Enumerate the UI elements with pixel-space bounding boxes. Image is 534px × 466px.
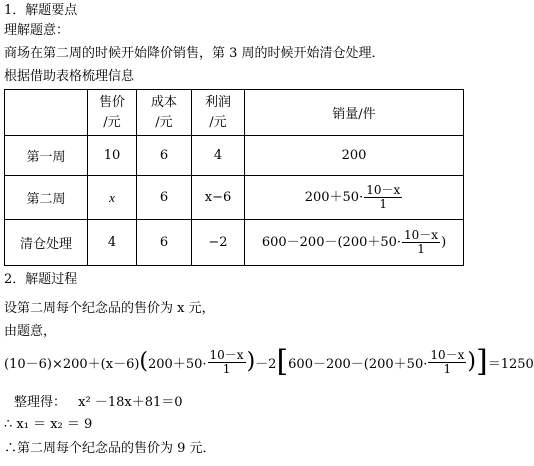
- fraction-numerator: 10－x: [430, 347, 465, 362]
- roots-line: ∴ x₁ ＝ x₂ ＝ 9: [4, 417, 93, 432]
- table-row: [5, 136, 464, 176]
- table-row: [5, 176, 464, 220]
- sales-cell: [245, 176, 464, 220]
- close-bracket: ]: [475, 344, 488, 379]
- price-cell: 10: [88, 136, 137, 176]
- set-variable: 设第二周每个纪念品的售价为 x 元，: [4, 301, 215, 316]
- row-label: 第一周: [5, 136, 88, 176]
- problem-description: 商场在第二周的时候开始降价销售，第 3 周的时候开始清仓处理．: [4, 46, 385, 61]
- price-cell: 4: [88, 220, 137, 266]
- sales-cell: 200: [245, 136, 464, 176]
- sales-prefix: 200＋50·: [304, 190, 364, 205]
- header-cost: 成本 /元: [137, 90, 192, 136]
- fraction-denominator: 1: [417, 242, 425, 256]
- row-label: 第二周: [5, 176, 88, 220]
- eq-fraction: [208, 349, 246, 376]
- sales-suffix: ): [441, 235, 447, 250]
- close-paren: ): [467, 349, 476, 374]
- conclusion-line: ∴第二周每个纪念品的售价为 9 元．: [4, 441, 216, 456]
- simplify-equation: x² －18x＋81＝0: [78, 395, 183, 410]
- open-paren: (: [139, 349, 149, 374]
- fraction-denominator: 1: [222, 361, 231, 376]
- open-bracket: [: [276, 344, 289, 379]
- fraction-numerator: 10－x: [366, 183, 401, 197]
- eq-part3: －2: [255, 356, 277, 372]
- close-paren: ): [246, 349, 256, 374]
- section1-heading: 1．解题要点: [4, 3, 78, 18]
- table-corner-cell: [5, 90, 88, 136]
- fraction-denominator: 1: [443, 361, 452, 376]
- profit-cell: x−6: [192, 176, 245, 220]
- section2-heading: 2．解题过程: [4, 272, 78, 287]
- sales-fraction: [364, 184, 402, 211]
- simplify-line: [14, 394, 183, 412]
- header-price: 售价 /元: [88, 90, 137, 136]
- eq-part2: 200＋50·: [148, 356, 207, 372]
- price-cell: x: [88, 176, 137, 220]
- eq-part1: (10－6)×200＋(x－6): [4, 356, 140, 372]
- header-sales: 销量/件: [245, 90, 464, 136]
- row-label: 清仓处理: [5, 220, 88, 266]
- main-equation: [4, 344, 534, 379]
- eq-rhs: ＝1250: [487, 356, 534, 372]
- cost-cell: 6: [137, 176, 192, 220]
- info-table: [4, 89, 464, 266]
- sales-prefix: 600－200－(200＋50·: [261, 235, 402, 250]
- from-problem: 由题意，: [4, 324, 57, 339]
- cost-cell: 6: [137, 220, 192, 266]
- sales-cell: [245, 220, 464, 266]
- profit-cell: 4: [192, 136, 245, 176]
- eq-part4: 600－200－(200＋50·: [288, 356, 428, 372]
- fraction-numerator: 10－x: [404, 228, 439, 242]
- cost-cell: 6: [137, 136, 192, 176]
- table-intro: 根据借助表格梳理信息: [4, 69, 135, 84]
- understand-label: 理解题意：: [4, 23, 70, 38]
- header-profit: 利润 /元: [192, 90, 245, 136]
- profit-cell: −2: [192, 220, 245, 266]
- fraction-numerator: 10－x: [209, 347, 244, 362]
- sales-fraction: [402, 229, 440, 256]
- table-row: [5, 220, 464, 266]
- fraction-denominator: 1: [379, 197, 388, 211]
- eq-fraction: [428, 349, 466, 376]
- simplify-label: 整理得：: [14, 395, 67, 410]
